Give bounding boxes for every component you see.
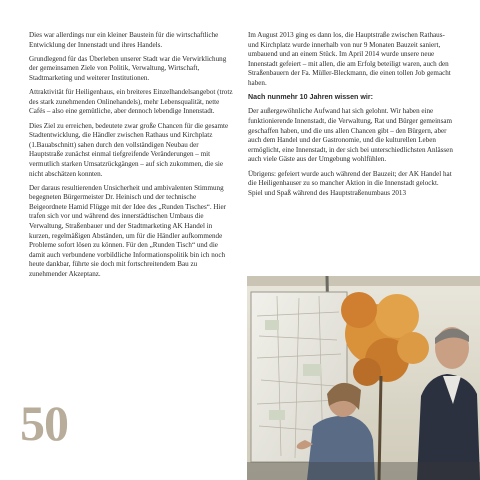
right-column bbox=[248, 31, 454, 203]
paragraph: Attraktivität für Heiligenhaus, ein breiteres Einzelhandelsangebot (trotz des stark zunehmenden Onlinehandels), mehr Lebensqualität, nette Cafés – also eine gemütliche, aber dennoch lebendige Innenstadt. bbox=[29, 88, 233, 116]
paragraph: Dies Ziel zu erreichen, bedeutete zwar große Chancen für die gesamte Stadtentwicklung, die Händler zwischen Rathaus und Kirchplatz (1.Bauabschnitt) sahen durch den vollständigen Neubau der Hauptstraße zunächst einmal tiefgreifende Veränderungen – mit vermutlich starken Umsatzrückgängen – auf sich zukommen, die sie nicht abschätzen konnten. bbox=[29, 121, 229, 178]
page-number: 50 bbox=[20, 395, 68, 451]
paragraph-body: Der außergewöhnliche Aufwand hat sich gelohnt. Wir haben eine funktionierende Innenstadt, die Verwaltung, Rat und Bürger gemeinsam geschaffen haben, und die uns allen Chancen gibt – den Bürgern, aber auch dem Handel und der Gastronomie, und die kulturellen Leben ermöglicht, eine Innenstadt, in der sich bei unterschiedlichsten Anlässen auch viele Gäste aus der Umgebung wohlfühlen. bbox=[248, 107, 453, 164]
paragraph: Der daraus resultierenden Unsicherheit und ambivalenten Stimmung begegneten Bürgermeister Dr. Heinisch und der technische Beigeordnete Hamid Flügge mit der Idee des „Runden Tisches“. Hier trafen sich vor und während des innerstädtischen Umbaus die Verwaltung, Straßenbauer und der Stadtmarketing AK Handel in kurzen, regelmäßigen Abständen, um für die Händler aufkommende Probleme sofort lösen zu können. Für den „Runden Tisch“ und die damit auch verbundene vorbildliche Informationspolitik bin ich noch heute dankbar, führte sie doch mit fortschreitendem Bau zu zunehmender Akzeptanz. bbox=[29, 183, 227, 279]
paragraph: Grundlegend für das Überleben unserer Stadt war die Verwirklichung der gemeinsamen Ziele von Politik, Verwaltung, Wirtschaft, Stadtmarketing und weiterer Institutionen. bbox=[29, 54, 227, 82]
paragraph: Dies war allerdings nur ein kleiner Baustein für die wirtschaftliche Entwicklung der Innenstadt und ihres Handels. bbox=[29, 31, 219, 49]
left-column bbox=[29, 31, 234, 284]
subheading: Nach nunmehr 10 Jahren wissen wir: bbox=[248, 93, 373, 102]
event-photo bbox=[247, 276, 480, 480]
paragraph-closing: Übrigens: gefeiert wurde auch während der Bauzeit; der AK Handel hat die Heiligenhauser zu so mancher Aktion in die Innenstadt gelockt. Spiel und Spaß während des Hauptstraßenumbaus 2013 bbox=[248, 169, 452, 197]
paragraph-intro: Im August 2013 ging es dann los, die Hauptstraße zwischen Rathaus- und Kirchplatz wurde innerhalb von nur 9 Monaten Bauzeit saniert, umbauend und an einem Stück. Im April 2014 wurde unsere neue Innenstadt gefeiert – mit allen, die am Erfolg beteiligt waren, auch den Straßenbauern der Fa. Müller-Bleckmann, die einen tollen Job gemacht haben. bbox=[248, 31, 451, 87]
